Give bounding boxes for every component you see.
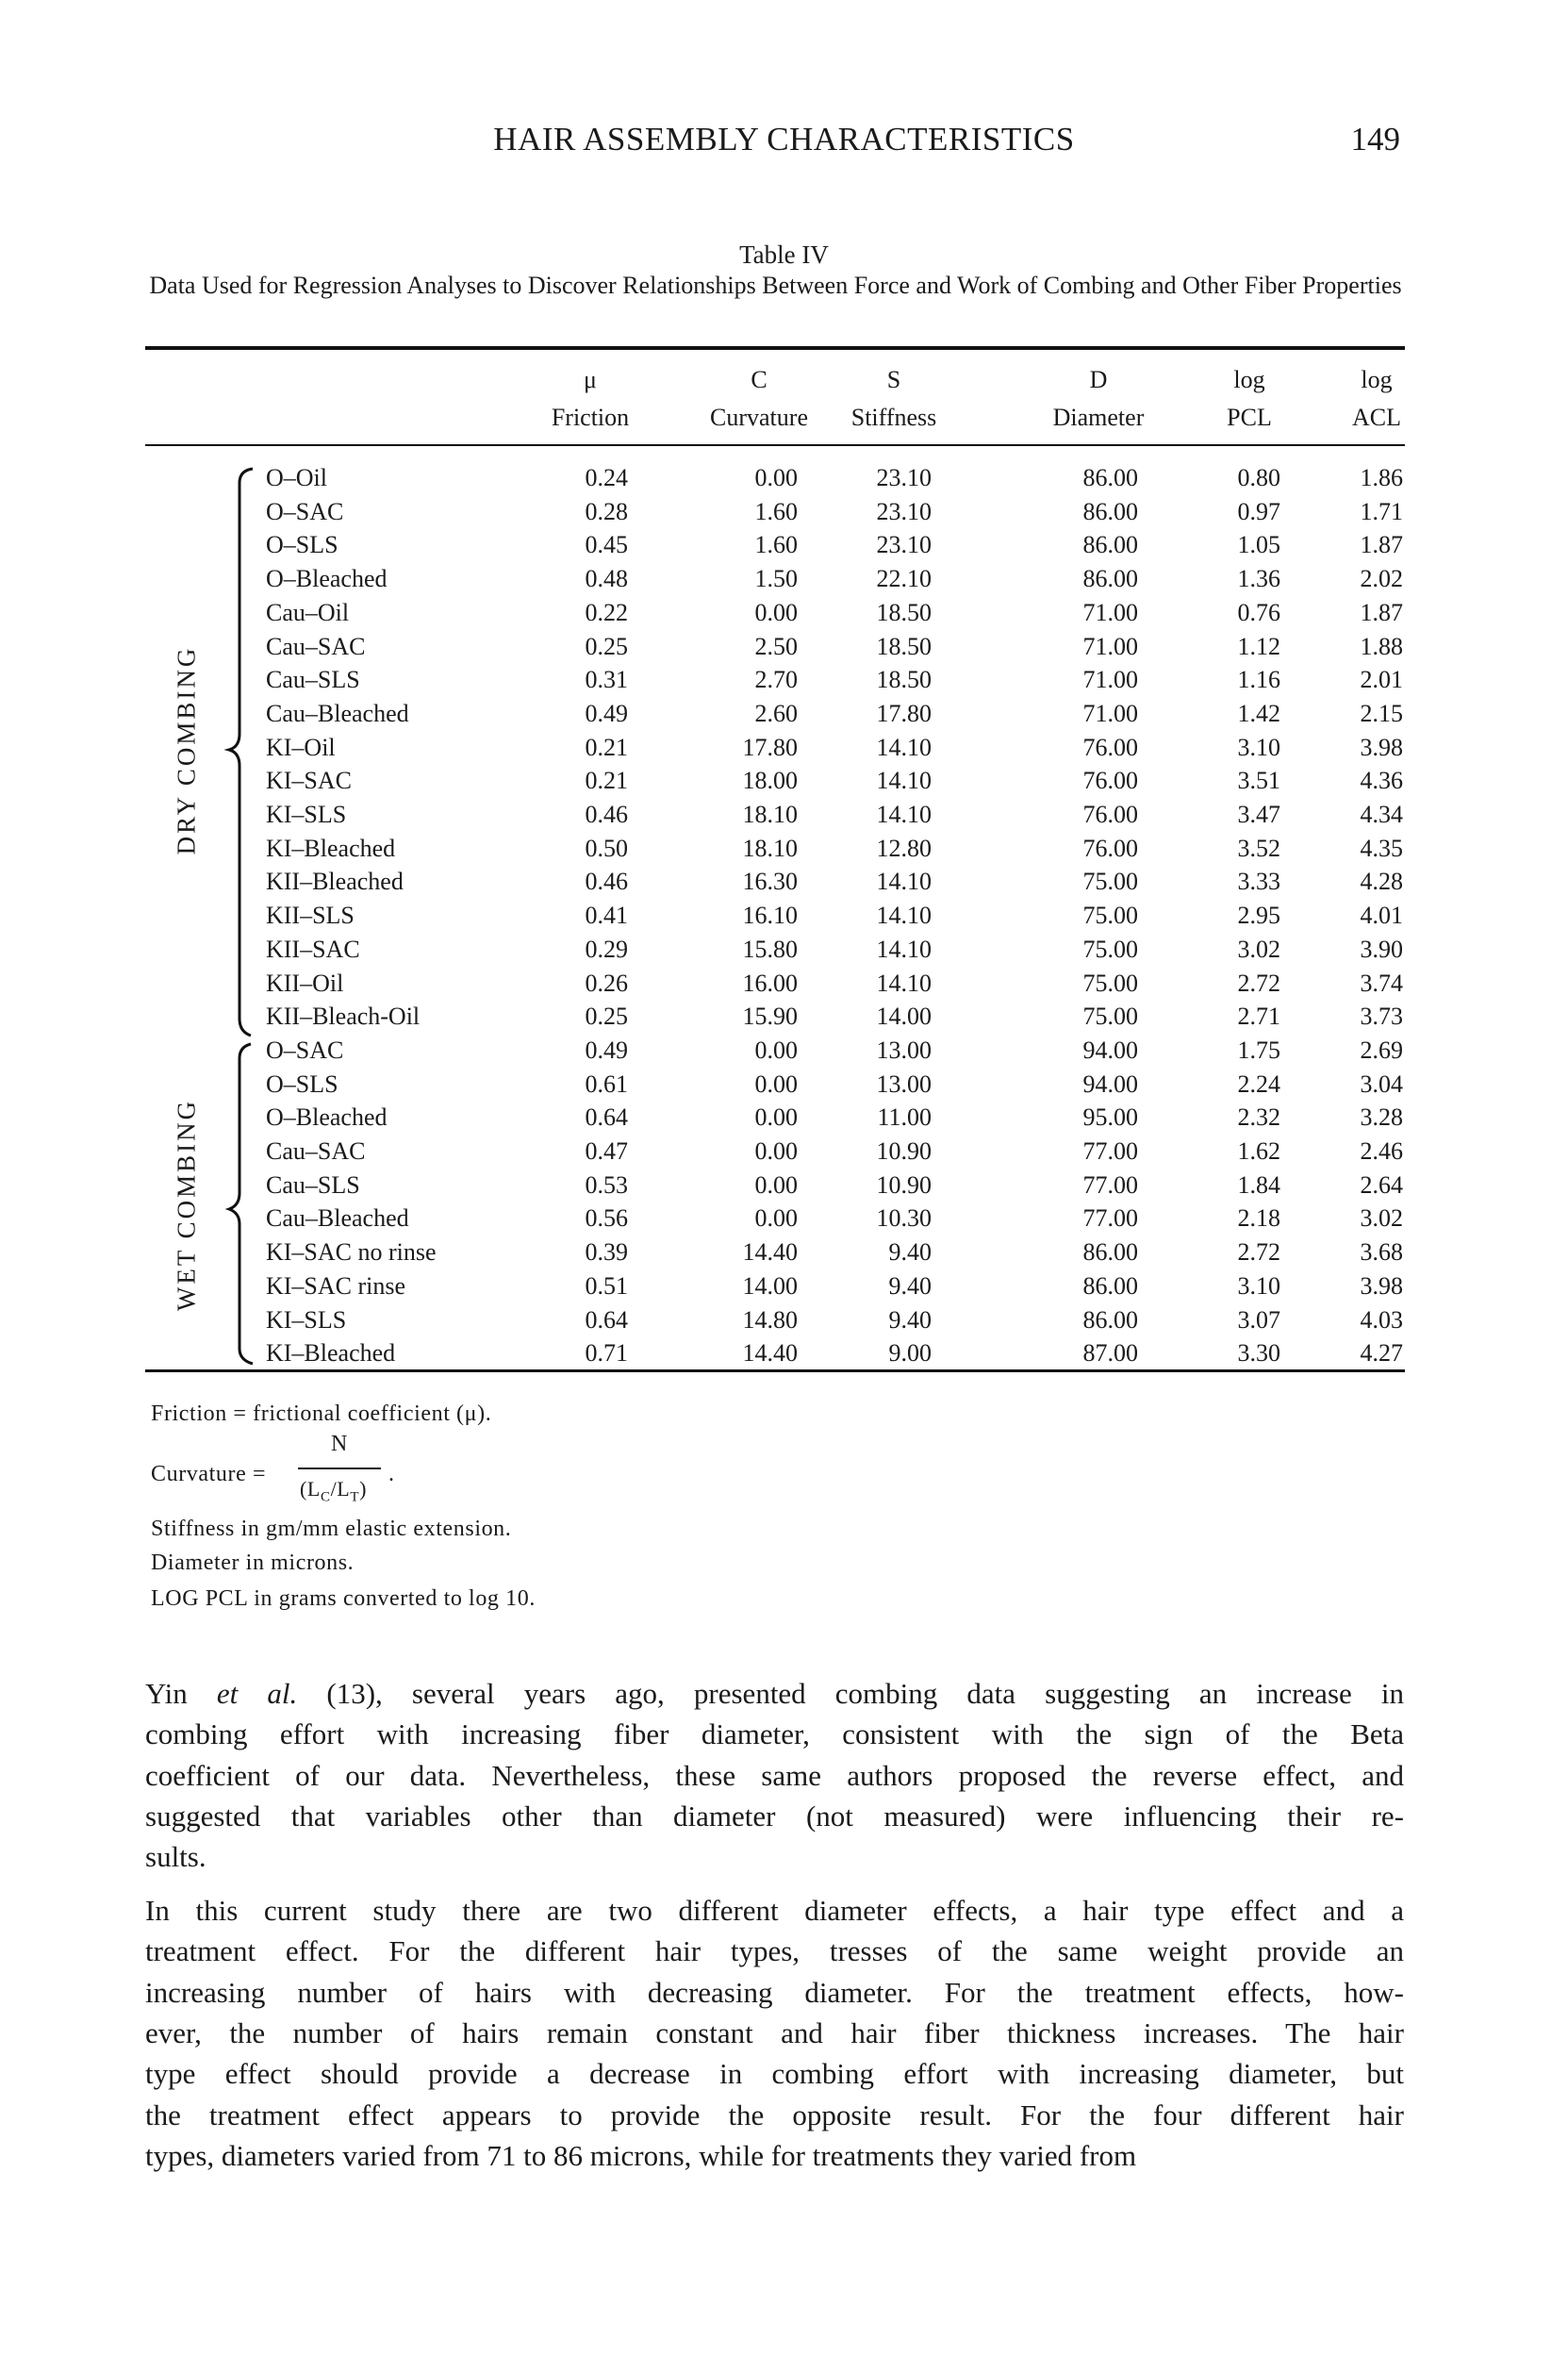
- cell-diameter: 77.00: [1082, 1137, 1138, 1165]
- row-label: O–Bleached: [266, 565, 388, 593]
- cell-diameter: 86.00: [1082, 497, 1138, 525]
- cell-acl: 1.71: [1360, 497, 1403, 525]
- cell-diameter: 75.00: [1082, 902, 1138, 930]
- cell-pcl: 0.97: [1237, 497, 1280, 525]
- cell-acl: 1.87: [1360, 531, 1403, 559]
- cell-acl: 3.73: [1360, 1003, 1403, 1031]
- cell-friction: 0.47: [585, 1137, 628, 1165]
- cell-curvature: 0.00: [754, 598, 798, 626]
- cell-stiffness: 13.00: [876, 1070, 932, 1098]
- cell-pcl: 3.02: [1237, 935, 1280, 963]
- cell-pcl: 3.51: [1237, 767, 1280, 795]
- cell-acl: 2.46: [1360, 1137, 1403, 1165]
- cell-curvature: 0.00: [754, 1170, 798, 1199]
- cell-friction: 0.25: [585, 632, 628, 660]
- cell-acl: 3.02: [1360, 1204, 1403, 1233]
- table-title: Table IV: [739, 240, 829, 269]
- row-label: O–SLS: [266, 531, 338, 559]
- row-label: O–SLS: [266, 1070, 338, 1098]
- footnote-stiffness: Stiffness in gm/mm elastic extension.: [151, 1517, 512, 1541]
- row-label: O–Bleached: [266, 1103, 388, 1132]
- cell-pcl: 3.10: [1237, 733, 1280, 761]
- cell-curvature: 1.60: [754, 531, 798, 559]
- cell-curvature: 14.80: [742, 1305, 798, 1334]
- row-label: Cau–SAC: [266, 1137, 366, 1165]
- cell-curvature: 0.00: [754, 1204, 798, 1233]
- cell-pcl: 0.80: [1237, 464, 1280, 491]
- paragraph-1-line: coefficient of our data. Nevertheless, these same authors proposed the reverse effect, and: [145, 1758, 1404, 1792]
- cell-pcl: 1.05: [1237, 531, 1280, 559]
- group-braces: [0, 0, 283, 1415]
- cell-curvature: 18.10: [742, 801, 798, 828]
- cell-acl: 2.64: [1360, 1170, 1403, 1199]
- fraction-bar: [298, 1468, 381, 1469]
- cell-acl: 4.34: [1360, 801, 1403, 828]
- cell-diameter: 77.00: [1082, 1170, 1138, 1199]
- cell-curvature: 2.60: [754, 699, 798, 727]
- cell-curvature: 14.40: [742, 1238, 798, 1267]
- table-header-rule: [145, 444, 1405, 446]
- cell-stiffness: 12.80: [876, 834, 932, 862]
- column-symbol: log: [1361, 366, 1393, 393]
- cell-curvature: 15.90: [742, 1003, 798, 1031]
- cell-stiffness: 10.30: [876, 1204, 932, 1233]
- cell-stiffness: 9.40: [888, 1271, 932, 1300]
- cell-curvature: 16.30: [742, 868, 798, 896]
- cell-diameter: 71.00: [1082, 632, 1138, 660]
- cell-diameter: 86.00: [1082, 1238, 1138, 1267]
- cell-friction: 0.24: [585, 464, 628, 491]
- wet-combing-brace: [229, 1044, 253, 1364]
- cell-friction: 0.49: [585, 699, 628, 727]
- cell-friction: 0.21: [585, 733, 628, 761]
- cell-pcl: 3.52: [1237, 834, 1280, 862]
- cell-friction: 0.29: [585, 935, 628, 963]
- cell-diameter: 75.00: [1082, 1003, 1138, 1031]
- cell-diameter: 71.00: [1082, 666, 1138, 694]
- cell-curvature: 0.00: [754, 464, 798, 491]
- cell-stiffness: 14.10: [876, 902, 932, 930]
- cell-diameter: 75.00: [1082, 868, 1138, 896]
- cell-pcl: 1.75: [1237, 1036, 1280, 1064]
- paragraph-1-line: sults.: [145, 1840, 206, 1874]
- cell-stiffness: 22.10: [876, 565, 932, 593]
- cell-acl: 4.27: [1360, 1339, 1403, 1368]
- cell-curvature: 0.00: [754, 1103, 798, 1132]
- paragraph-2-line: type effect should provide a decrease in combing effort with increasing diameter, but: [145, 2057, 1404, 2091]
- cell-pcl: 2.72: [1237, 969, 1280, 997]
- cell-stiffness: 14.00: [876, 1003, 932, 1031]
- row-label: Cau–Oil: [266, 598, 350, 626]
- cell-acl: 2.15: [1360, 699, 1403, 727]
- cell-stiffness: 14.10: [876, 969, 932, 997]
- row-label: KI–Bleached: [266, 1339, 396, 1368]
- cell-diameter: 86.00: [1082, 531, 1138, 559]
- paragraph-2-line: ever, the number of hairs remain constant and hair fiber thickness increases. The hair: [145, 2015, 1404, 2049]
- row-label: KII–SLS: [266, 902, 355, 930]
- cell-friction: 0.46: [585, 801, 628, 828]
- cell-pcl: 1.16: [1237, 666, 1280, 694]
- cell-stiffness: 11.00: [877, 1103, 932, 1132]
- row-label: O–SAC: [266, 497, 344, 525]
- paragraph-2-line: treatment effect. For the different hair types, tresses of the same weight provide an: [145, 1934, 1404, 1968]
- cell-friction: 0.31: [585, 666, 628, 694]
- column-header: [814, 361, 974, 437]
- row-label: KII–Bleached: [266, 868, 404, 896]
- cell-stiffness: 10.90: [876, 1137, 932, 1165]
- paragraph-2-line: the treatment effect appears to provide the opposite result. For the four different hair: [145, 2098, 1404, 2131]
- cell-acl: 3.04: [1360, 1070, 1403, 1098]
- paragraph-2-line: types, diameters varied from 71 to 86 microns, while for treatments they varied from: [145, 2138, 1137, 2172]
- cell-stiffness: 18.50: [876, 632, 932, 660]
- row-label: Cau–Bleached: [266, 1204, 409, 1233]
- cell-acl: 3.98: [1360, 1271, 1403, 1300]
- footnote-diameter: Diameter in microns.: [151, 1551, 355, 1575]
- cell-acl: 4.03: [1360, 1305, 1403, 1334]
- cell-pcl: 3.10: [1237, 1271, 1280, 1300]
- cell-friction: 0.39: [585, 1238, 628, 1267]
- row-label: O–SAC: [266, 1036, 344, 1064]
- cell-friction: 0.22: [585, 598, 628, 626]
- cell-curvature: 18.10: [742, 834, 798, 862]
- cell-friction: 0.64: [585, 1103, 628, 1132]
- row-label: KI–SAC: [266, 767, 353, 795]
- cell-curvature: 15.80: [742, 935, 798, 963]
- cell-diameter: 71.00: [1082, 699, 1138, 727]
- column-name: PCL: [1227, 404, 1272, 431]
- row-label: KI–SAC rinse: [266, 1271, 406, 1300]
- column-symbol: log: [1233, 366, 1265, 393]
- paragraph-1-line: suggested that variables other than diameter (not measured) were influencing their re-: [145, 1799, 1404, 1833]
- cell-stiffness: 9.40: [888, 1305, 932, 1334]
- cell-diameter: 94.00: [1082, 1036, 1138, 1064]
- cell-diameter: 87.00: [1082, 1339, 1138, 1368]
- cell-pcl: 1.62: [1237, 1137, 1280, 1165]
- cell-friction: 0.56: [585, 1204, 628, 1233]
- cell-stiffness: 14.10: [876, 935, 932, 963]
- cell-diameter: 76.00: [1082, 733, 1138, 761]
- cell-curvature: 1.50: [754, 565, 798, 593]
- cell-friction: 0.48: [585, 565, 628, 593]
- row-label: KI–SLS: [266, 1305, 347, 1334]
- cell-diameter: 71.00: [1082, 598, 1138, 626]
- cell-stiffness: 14.10: [876, 733, 932, 761]
- cell-stiffness: 14.10: [876, 868, 932, 896]
- cell-friction: 0.53: [585, 1170, 628, 1199]
- footnote-friction: Friction = frictional coefficient (μ).: [151, 1401, 492, 1426]
- cell-friction: 0.21: [585, 767, 628, 795]
- column-name: Friction: [551, 404, 630, 431]
- column-header: [1296, 361, 1457, 437]
- cell-acl: 3.74: [1360, 969, 1403, 997]
- cell-acl: 3.68: [1360, 1238, 1403, 1267]
- cell-curvature: 14.40: [742, 1339, 798, 1368]
- paragraph-2-line: increasing number of hairs with decreasing diameter. For the treatment effects, how-: [145, 1975, 1404, 2009]
- cell-stiffness: 13.00: [876, 1036, 932, 1064]
- cell-friction: 0.46: [585, 868, 628, 896]
- paragraph-1-line: combing effort with increasing fiber diameter, consistent with the sign of the Beta: [145, 1717, 1404, 1751]
- cell-pcl: 3.30: [1237, 1339, 1280, 1368]
- cell-friction: 0.25: [585, 1003, 628, 1031]
- cell-stiffness: 23.10: [876, 497, 932, 525]
- cell-pcl: 2.24: [1237, 1070, 1280, 1098]
- cell-curvature: 0.00: [754, 1070, 798, 1098]
- table-top-rule: [145, 346, 1405, 350]
- cell-acl: 4.35: [1360, 834, 1403, 862]
- row-label: Cau–SLS: [266, 1170, 360, 1199]
- cell-friction: 0.50: [585, 834, 628, 862]
- column-name: Diameter: [1052, 404, 1145, 431]
- footnote-curvature-end: .: [388, 1462, 395, 1486]
- cell-pcl: 0.76: [1237, 598, 1280, 626]
- cell-acl: 3.98: [1360, 733, 1403, 761]
- cell-pcl: 2.72: [1237, 1238, 1280, 1267]
- cell-acl: 2.01: [1360, 666, 1403, 694]
- cell-diameter: 95.00: [1082, 1103, 1138, 1132]
- column-name: Curvature: [710, 404, 808, 431]
- cell-friction: 0.61: [585, 1070, 628, 1098]
- cell-acl: 1.88: [1360, 632, 1403, 660]
- cell-diameter: 75.00: [1082, 935, 1138, 963]
- cell-acl: 4.01: [1360, 902, 1403, 930]
- cell-acl: 1.86: [1360, 464, 1403, 491]
- cell-diameter: 75.00: [1082, 969, 1138, 997]
- cell-acl: 4.36: [1360, 767, 1403, 795]
- cell-pcl: 1.12: [1237, 632, 1280, 660]
- column-symbol: C: [751, 366, 767, 393]
- column-symbol: μ: [584, 366, 597, 393]
- cell-pcl: 1.36: [1237, 565, 1280, 593]
- cell-pcl: 2.18: [1237, 1204, 1280, 1233]
- cell-friction: 0.26: [585, 969, 628, 997]
- paragraph-1-line: Yin et al. (13), several years ago, presented combing data suggesting an increase in: [145, 1677, 1404, 1710]
- cell-curvature: 2.70: [754, 666, 798, 694]
- page-number: 149: [1350, 121, 1400, 158]
- cell-curvature: 16.10: [742, 902, 798, 930]
- row-label: KI–SAC no rinse: [266, 1238, 437, 1267]
- row-label: KII–SAC: [266, 935, 360, 963]
- paragraph-2-line: In this current study there are two different diameter effects, a hair type effect and a: [145, 1894, 1404, 1927]
- row-label: KII–Oil: [266, 969, 344, 997]
- footnote-curvature-numerator: N: [331, 1432, 348, 1456]
- row-label: Cau–SAC: [266, 632, 366, 660]
- cell-pcl: 2.71: [1237, 1003, 1280, 1031]
- row-label: O–Oil: [266, 464, 327, 491]
- table-caption: Data Used for Regression Analyses to Discover Relationships Between Force and Work of Combing and Other Fiber Properties: [149, 272, 1402, 299]
- column-header: [1018, 361, 1179, 437]
- footnote-curvature-label: Curvature =: [151, 1462, 267, 1486]
- dry-combing-label: DRY COMBING: [172, 645, 201, 855]
- cell-pcl: 1.42: [1237, 699, 1280, 727]
- cell-curvature: 16.00: [742, 969, 798, 997]
- cell-diameter: 86.00: [1082, 565, 1138, 593]
- table-bottom-rule: [145, 1369, 1405, 1372]
- cell-acl: 2.02: [1360, 565, 1403, 593]
- cell-stiffness: 10.90: [876, 1170, 932, 1199]
- cell-friction: 0.28: [585, 497, 628, 525]
- cell-pcl: 2.95: [1237, 902, 1280, 930]
- row-label: KI–Oil: [266, 733, 336, 761]
- cell-diameter: 94.00: [1082, 1070, 1138, 1098]
- running-head: HAIR ASSEMBLY CHARACTERISTICS: [493, 121, 1075, 158]
- cell-curvature: 0.00: [754, 1036, 798, 1064]
- cell-stiffness: 23.10: [876, 531, 932, 559]
- row-label: Cau–SLS: [266, 666, 360, 694]
- cell-stiffness: 17.80: [876, 699, 932, 727]
- cell-diameter: 86.00: [1082, 464, 1138, 491]
- dry-combing-brace: [229, 469, 253, 1036]
- cell-diameter: 76.00: [1082, 801, 1138, 828]
- row-label: KI–SLS: [266, 801, 347, 828]
- cell-curvature: 18.00: [742, 767, 798, 795]
- cell-pcl: 3.07: [1237, 1305, 1280, 1334]
- cell-friction: 0.49: [585, 1036, 628, 1064]
- column-header: [510, 361, 670, 437]
- cell-acl: 1.87: [1360, 598, 1403, 626]
- cell-acl: 3.28: [1360, 1103, 1403, 1132]
- cell-stiffness: 9.00: [888, 1339, 932, 1368]
- cell-friction: 0.71: [585, 1339, 628, 1368]
- column-symbol: D: [1089, 366, 1108, 393]
- cell-stiffness: 14.10: [876, 801, 932, 828]
- column-name: ACL: [1352, 404, 1401, 431]
- cell-pcl: 3.47: [1237, 801, 1280, 828]
- cell-friction: 0.64: [585, 1305, 628, 1334]
- cell-diameter: 77.00: [1082, 1204, 1138, 1233]
- cell-acl: 2.69: [1360, 1036, 1403, 1064]
- cell-friction: 0.51: [585, 1271, 628, 1300]
- footnote-pcl: LOG PCL in grams converted to log 10.: [151, 1586, 536, 1611]
- footnote-curvature-denominator: $(L_C/L_T)$: [300, 1477, 368, 1505]
- cell-acl: 4.28: [1360, 868, 1403, 896]
- cell-stiffness: 14.10: [876, 767, 932, 795]
- row-label: KII–Bleach-Oil: [266, 1003, 421, 1031]
- cell-diameter: 76.00: [1082, 767, 1138, 795]
- cell-stiffness: 18.50: [876, 666, 932, 694]
- cell-pcl: 1.84: [1237, 1170, 1280, 1199]
- row-label: KI–Bleached: [266, 834, 396, 862]
- cell-diameter: 86.00: [1082, 1271, 1138, 1300]
- cell-stiffness: 18.50: [876, 598, 932, 626]
- cell-curvature: 1.60: [754, 497, 798, 525]
- cell-pcl: 3.33: [1237, 868, 1280, 896]
- cell-curvature: 2.50: [754, 632, 798, 660]
- cell-diameter: 76.00: [1082, 834, 1138, 862]
- cell-curvature: 17.80: [742, 733, 798, 761]
- cell-friction: 0.41: [585, 902, 628, 930]
- cell-curvature: 14.00: [742, 1271, 798, 1300]
- cell-stiffness: 23.10: [876, 464, 932, 491]
- cell-pcl: 2.32: [1237, 1103, 1280, 1132]
- cell-curvature: 0.00: [754, 1137, 798, 1165]
- cell-stiffness: 9.40: [888, 1238, 932, 1267]
- row-label: Cau–Bleached: [266, 699, 409, 727]
- cell-friction: 0.45: [585, 531, 628, 559]
- column-symbol: S: [886, 366, 901, 393]
- cell-diameter: 86.00: [1082, 1305, 1138, 1334]
- column-name: Stiffness: [850, 404, 937, 431]
- wet-combing-label: WET COMBING: [172, 1098, 201, 1312]
- cell-acl: 3.90: [1360, 935, 1403, 963]
